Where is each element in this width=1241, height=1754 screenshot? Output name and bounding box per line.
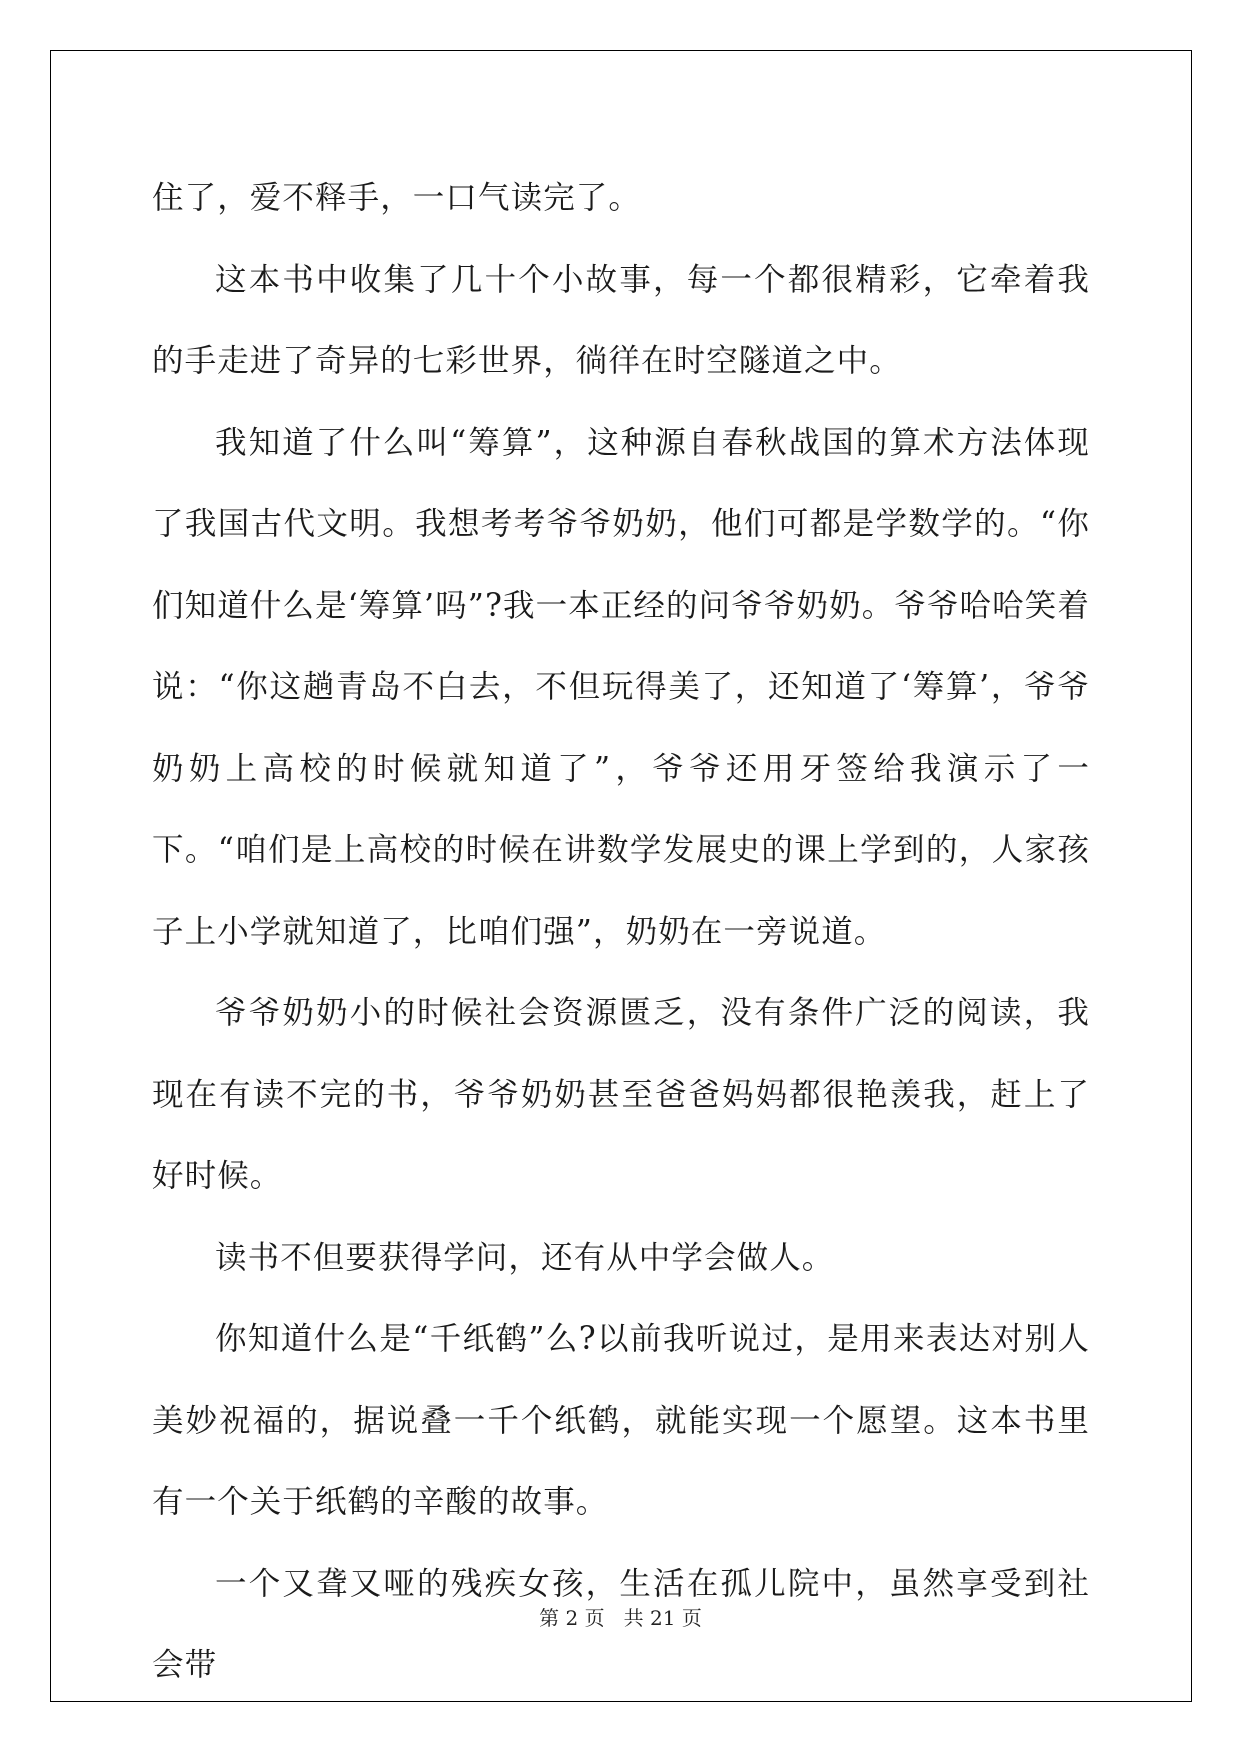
paragraph-1: 住了，爱不释手，一口气读完了。 — [152, 180, 642, 216]
document-body — [152, 158, 1090, 1707]
paragraph-2: 这本书中收集了几十个小故事，每一个都很精彩，它牵着我的手走进了奇异的七彩世界，徜徉在时空隧道之中。 — [152, 261, 1090, 379]
page-footer — [0, 1602, 1241, 1631]
paragraph-4: 爷爷奶奶小的时候社会资源匮乏，没有条件广泛的阅读，我现在有读不完的书，爷爷奶奶甚至爸爸妈妈都很艳羡我，赶上了好时候。 — [152, 995, 1090, 1194]
paragraph-7: 一个又聋又哑的残疾女孩，生活在孤儿院中，虽然享受到社会带 — [152, 1565, 1090, 1683]
page-total: 共 21 页 — [623, 1606, 702, 1630]
page-number: 第 2 页 — [539, 1606, 605, 1630]
paragraph-3: 我知道了什么叫“筹算”，这种源自春秋战国的算术方法体现了我国古代文明。我想考考爷爷奶奶，他们可都是学数学的。“你们知道什么是‘筹算’吗”?我一本正经的问爷爷奶奶。爷爷哈哈笑着说：“你这趟青岛不白去，不但玩得美了，还知道了‘筹算’，爷爷奶奶上高校的时候就知道了”，爷爷还用牙签给我演示了一下。“咱们是上高校的时候在讲数学发展史的课上学到的，人家孩子上小学就知道了，比咱们强”，奶奶在一旁说道。 — [152, 424, 1090, 950]
paragraph-5: 读书不但要获得学问，还有从中学会做人。 — [215, 1239, 835, 1276]
paragraph-6: 你知道什么是“千纸鹤”么?以前我听说过，是用来表达对别人美妙祝福的，据说叠一千个纸鹤，就能实现一个愿望。这本书里有一个关于纸鹤的辛酸的故事。 — [152, 1321, 1090, 1520]
